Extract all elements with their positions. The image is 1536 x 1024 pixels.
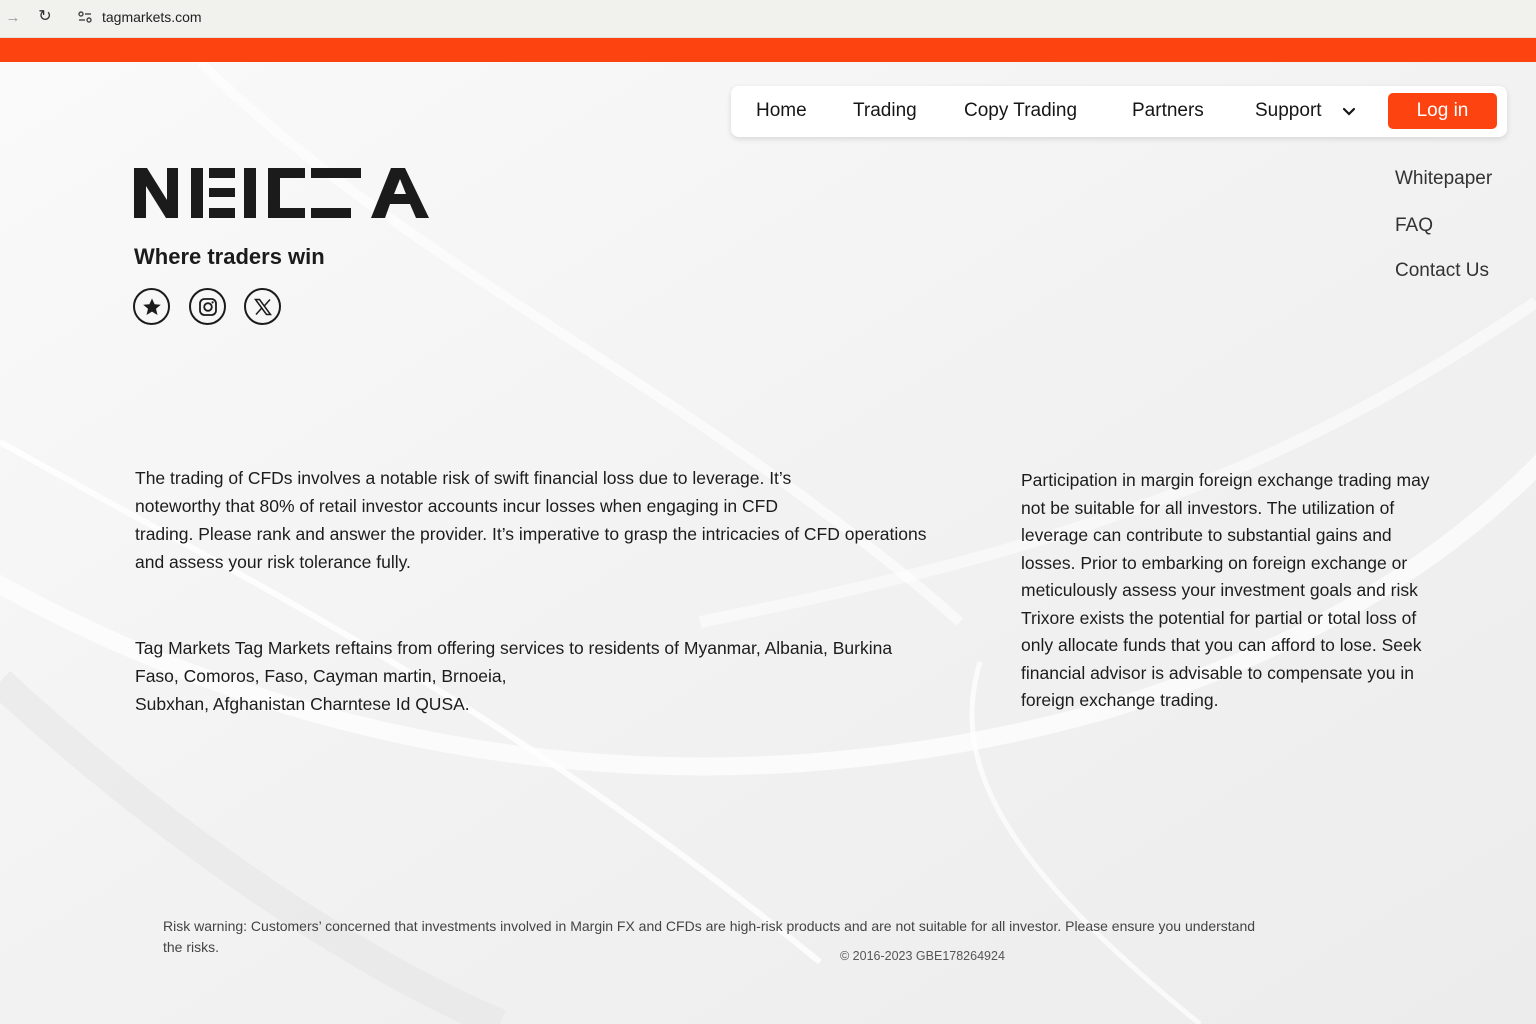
browser-toolbar bbox=[0, 0, 1536, 38]
main-navbar bbox=[731, 86, 1507, 137]
brand-tagline: Where traders win bbox=[134, 244, 325, 269]
text-line: only allocate funds that you can afford to lose. Seek bbox=[1021, 635, 1422, 655]
top-accent-band bbox=[0, 38, 1536, 62]
nav-copy-trading[interactable]: Copy Trading bbox=[964, 100, 1078, 121]
text-line: Faso, Comoros, Faso, Cayman martin, Brnoeia, bbox=[135, 666, 507, 686]
text-line: Participation in margin foreign exchange trading may bbox=[1021, 470, 1430, 490]
chevron-down-icon[interactable] bbox=[1341, 101, 1357, 121]
text-line: losses. Prior to embarking on foreign exchange or bbox=[1021, 552, 1408, 573]
social-x-button[interactable] bbox=[244, 288, 281, 325]
text-line: financial advisor is advisable to compensate you in bbox=[1021, 662, 1414, 683]
text-line: foreign exchange trading. bbox=[1021, 690, 1219, 710]
text-line: leverage can contribute to substantial gains and bbox=[1021, 525, 1392, 545]
text-line: Tag Markets Tag Markets reftains from offering services to residents of Myanmar, Albania, Burkina bbox=[135, 638, 893, 658]
nav-home[interactable]: Home bbox=[756, 100, 807, 121]
x-twitter-icon bbox=[253, 297, 273, 317]
site-settings-icon[interactable] bbox=[77, 9, 93, 25]
social-star-button[interactable] bbox=[133, 288, 170, 325]
star-icon bbox=[142, 297, 162, 317]
address-bar-url[interactable]: tagmarkets.com bbox=[102, 9, 202, 25]
forex-risk-paragraph bbox=[1021, 467, 1451, 715]
residents-restriction-paragraph bbox=[135, 634, 955, 718]
reload-icon[interactable]: ↻ bbox=[38, 8, 52, 25]
link-faq[interactable]: FAQ bbox=[1395, 215, 1434, 236]
nav-support[interactable]: Support bbox=[1255, 100, 1322, 121]
arrow-right-icon[interactable]: → bbox=[5, 9, 21, 26]
text-line: trading. Please rank and answer the provider. It’s imperative to grasp the intricacies of CFD operations bbox=[135, 524, 927, 544]
cfd-risk-paragraph bbox=[135, 464, 955, 576]
instagram-icon bbox=[198, 297, 218, 317]
risk-warning-line: the risks. bbox=[163, 939, 220, 955]
social-instagram-button[interactable] bbox=[189, 288, 226, 325]
brand-logo[interactable] bbox=[133, 166, 431, 218]
text-line: not be suitable for all investors. The utilization of bbox=[1021, 497, 1395, 518]
page-content bbox=[0, 62, 1536, 1024]
login-button[interactable]: Log in bbox=[1388, 93, 1497, 129]
copyright-text: © 2016-2023 GBE178264924 bbox=[840, 949, 1005, 963]
text-line: The trading of CFDs involves a notable risk of swift financial loss due to leverage. It’s bbox=[135, 468, 792, 488]
text-line: Trixore exists the potential for partial or total loss of bbox=[1021, 607, 1417, 628]
nav-trading[interactable]: Trading bbox=[853, 100, 917, 121]
link-whitepaper[interactable]: Whitepaper bbox=[1395, 168, 1493, 189]
risk-warning-line: Risk warning: Customers’ concerned that investments involved in Margin FX and CFDs are high-risk products and are not suitable for all investor. Please ensure you understand bbox=[163, 918, 1256, 934]
text-line: and assess your risk tolerance fully. bbox=[135, 552, 411, 572]
nav-partners[interactable]: Partners bbox=[1132, 100, 1204, 121]
text-line: noteworthy that 80% of retail investor accounts incur losses when engaging in CFD bbox=[135, 496, 778, 516]
text-line: meticulously assess your investment goals and risk bbox=[1021, 580, 1418, 600]
text-line: Subxhan, Afghanistan Charntese Id QUSA. bbox=[135, 694, 470, 714]
link-contact-us[interactable]: Contact Us bbox=[1395, 260, 1489, 281]
risk-warning bbox=[163, 916, 1273, 958]
